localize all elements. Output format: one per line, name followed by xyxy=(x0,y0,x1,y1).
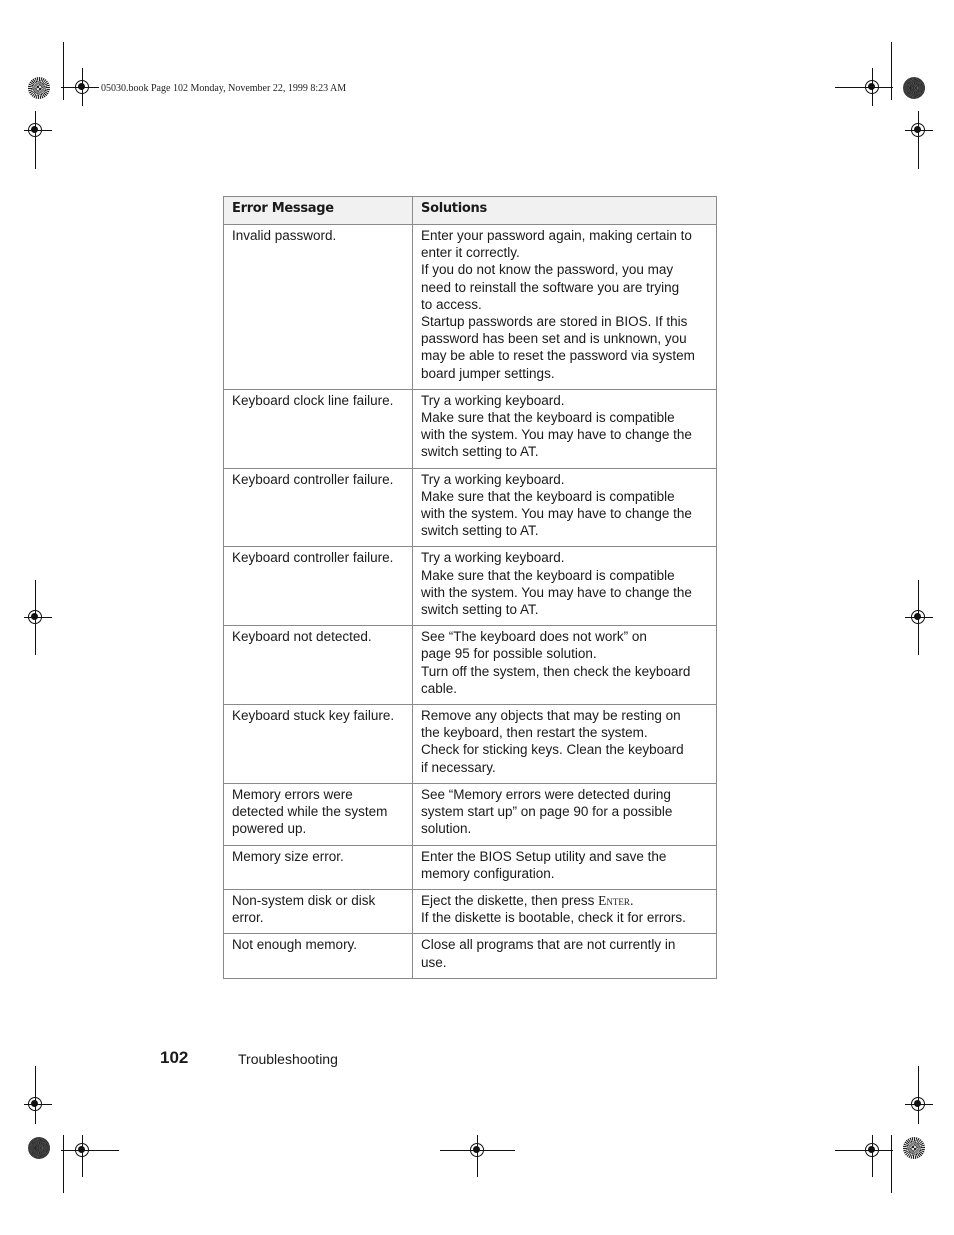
error-message-cell: Keyboard controller failure. xyxy=(224,468,413,547)
error-message-cell: Not enough memory. xyxy=(224,934,413,978)
table-row xyxy=(224,889,717,933)
table-body xyxy=(224,225,717,979)
error-message-table xyxy=(223,196,717,979)
error-message-cell: Memory size error. xyxy=(224,845,413,889)
solution-cell: Close all programs that are not currently in use. xyxy=(413,934,717,978)
error-message-cell: Invalid password. xyxy=(224,225,413,390)
solution-cell: Try a working keyboard. Make sure that the keyboard is compatible with the system. You may have to change the switch setting to AT. xyxy=(413,547,717,626)
solution-cell: See “The keyboard does not work” on page 95 for possible solution. Turn off the system, then check the keyboard cable. xyxy=(413,626,717,705)
error-message-cell: Keyboard controller failure. xyxy=(224,547,413,626)
table-row xyxy=(224,783,717,845)
page-number: 102 xyxy=(160,1048,189,1067)
column-header-solutions: Solutions xyxy=(413,197,717,225)
table-header-row xyxy=(224,197,717,225)
solution-cell: Eject the diskette, then press Enter. If the diskette is bootable, check it for errors. xyxy=(413,889,717,933)
table-row xyxy=(224,547,717,626)
table-row xyxy=(224,845,717,889)
column-header-error-message: Error Message xyxy=(224,197,413,225)
error-message-cell: Keyboard not detected. xyxy=(224,626,413,705)
solution-cell: Try a working keyboard. Make sure that the keyboard is compatible with the system. You may have to change the switch setting to AT. xyxy=(413,468,717,547)
solution-cell: Enter the BIOS Setup utility and save the memory configuration. xyxy=(413,845,717,889)
solution-cell: See “Memory errors were detected during system start up” on page 90 for a possible solution. xyxy=(413,783,717,845)
error-message-cell: Keyboard stuck key failure. xyxy=(224,705,413,784)
table-row xyxy=(224,468,717,547)
table-row xyxy=(224,934,717,978)
book-header: 05030.book Page 102 Monday, November 22, 1999 8:23 AM xyxy=(101,83,347,94)
table-row xyxy=(224,389,717,468)
solution-cell: Remove any objects that may be resting on the keyboard, then restart the system. Check for sticking keys. Clean the keyboard if necessary. xyxy=(413,705,717,784)
error-message-cell: Memory errors were detected while the system powered up. xyxy=(224,783,413,845)
table-row xyxy=(224,705,717,784)
key-name: Enter xyxy=(598,892,630,908)
section-title: Troubleshooting xyxy=(238,1051,338,1067)
table-row xyxy=(224,626,717,705)
solution-cell: Enter your password again, making certain to enter it correctly. If you do not know the password, you may need to reinstall the software you are trying to access. Startup passwords are stored in BIOS. If this password has been set and is unknown, you may be able to reset the password via system board jumper settings. xyxy=(413,225,717,390)
error-message-cell: Keyboard clock line failure. xyxy=(224,389,413,468)
error-message-cell: Non-system disk or disk error. xyxy=(224,889,413,933)
table-row xyxy=(224,225,717,390)
solution-cell: Try a working keyboard. Make sure that the keyboard is compatible with the system. You may have to change the switch setting to AT. xyxy=(413,389,717,468)
